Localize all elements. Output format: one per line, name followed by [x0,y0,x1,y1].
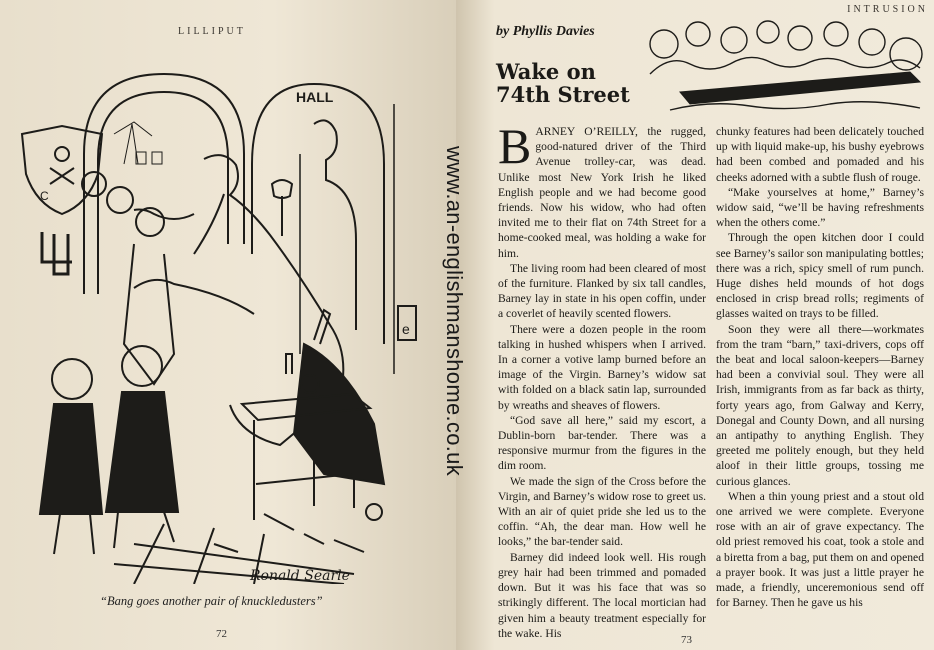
article-title: Wake on 74th Street [496,59,630,107]
page-number-right: 73 [681,634,692,646]
cartoon-illustration [14,44,434,584]
article-column-1 [498,118,706,641]
paragraph: There were a dozen people in the room talking in hushed whispers when I arrived. In a corner a votive lamp burned before an image of the Virgin. Barney’s widow sat with folded on a black satin lap, surrounded by wreaths and sheaves of flowers. [498,322,706,412]
watermark-text: www.an-englishmanshome.co.uk [442,146,467,476]
hall-sign: HALL [296,89,334,105]
illustration-caption: “Bang goes another pair of knuckledusters” [100,594,323,608]
article-byline: by Phyllis Davies [496,24,595,39]
paragraph: Through the open kitchen door I could see Barney’s sailor son manipulating bottles; there was a rich, spicy smell of rum punch. Huge dishes held mounds of hot dogs enclosed in crisp bread rolls; regiments of glasses waited on trays to be filled. [716,231,924,321]
paragraph: When a thin young priest and a stout old one arrived we were complete. Everyone rose with an air of grave expectancy. The old priest removed his coat, took a stole and a biretta from a bag, put them on and opened a prayer book. It was just a little prayer he made, a friendly, unceremonious send off for Barney. Then he gave us his [716,489,924,610]
running-head-right: INTRUSION [847,4,928,15]
door-letter: e [402,321,410,337]
running-head-left: LILLIPUT [178,26,246,37]
shield-letter: C [40,189,49,203]
paragraph: The living room had been cleared of most of the furniture. Flanked by six tall candles, Barney lay in state in his open coffin, under a coverlet of heavily scented flowers. [498,261,706,321]
paragraph: chunky features had been delicately touched up with liquid make-up, his bushy eyebrows had been combed and pomaded and his cheeks adorned with a subtle flush of rouge. [716,125,924,184]
article-column-2 [716,124,924,611]
paragraph: “Make yourselves at home,” Barney’s widow said, “we’ll be having refreshments when the others come.” [716,185,924,230]
paragraph: We made the sign of the Cross before the Virgin, and Barney’s widow rose to greet us. With an air of quiet pride she led us to the coffin. “Ah, the dear man. How well he looks,” the bar-tender said. [498,474,706,549]
left-page [0,0,456,650]
page-number-left: 72 [216,628,227,640]
watermark [439,96,469,526]
paragraph: BARNEY O’REILLY, the rugged, good-natured driver of the Third Avenue trolley-car, was dead. Unlike most New York Irish he liked English people and we had become good friends. Now his widow, who had often invited me to their flat on 74th Street for a home-cooked meal, was holding a wake for him. [498,118,706,260]
drop-cap: B [498,118,532,174]
paragraph: “God save all here,” said my escort, a Dublin-born bar-tender. There was a responsive murmur from the figures in the dim room. [498,413,706,473]
artist-signature: Ronald Searle [250,568,350,584]
paragraph: Barney did indeed look well. His rough grey hair had been trimmed and pomaded down. But it was his face that was so strikingly different. The local mortician had given him a beauty treatment especially for the wake. His [498,550,706,640]
paragraph: Soon they were all there—workmates from the tram “barn,” taxi-drivers, cops off the beat and local saloon-keepers—Barney had been a convivial soul. They were all Irish, immigrants from as far back as thirty, forty years ago, from Galway and Kerry, Donegal and County Down, and all nursing an antipathy to anything English. They greeted me politely enough, but they held aloof in their little groups, tossing me curious glances. [716,322,924,488]
header-illustration [640,14,932,118]
